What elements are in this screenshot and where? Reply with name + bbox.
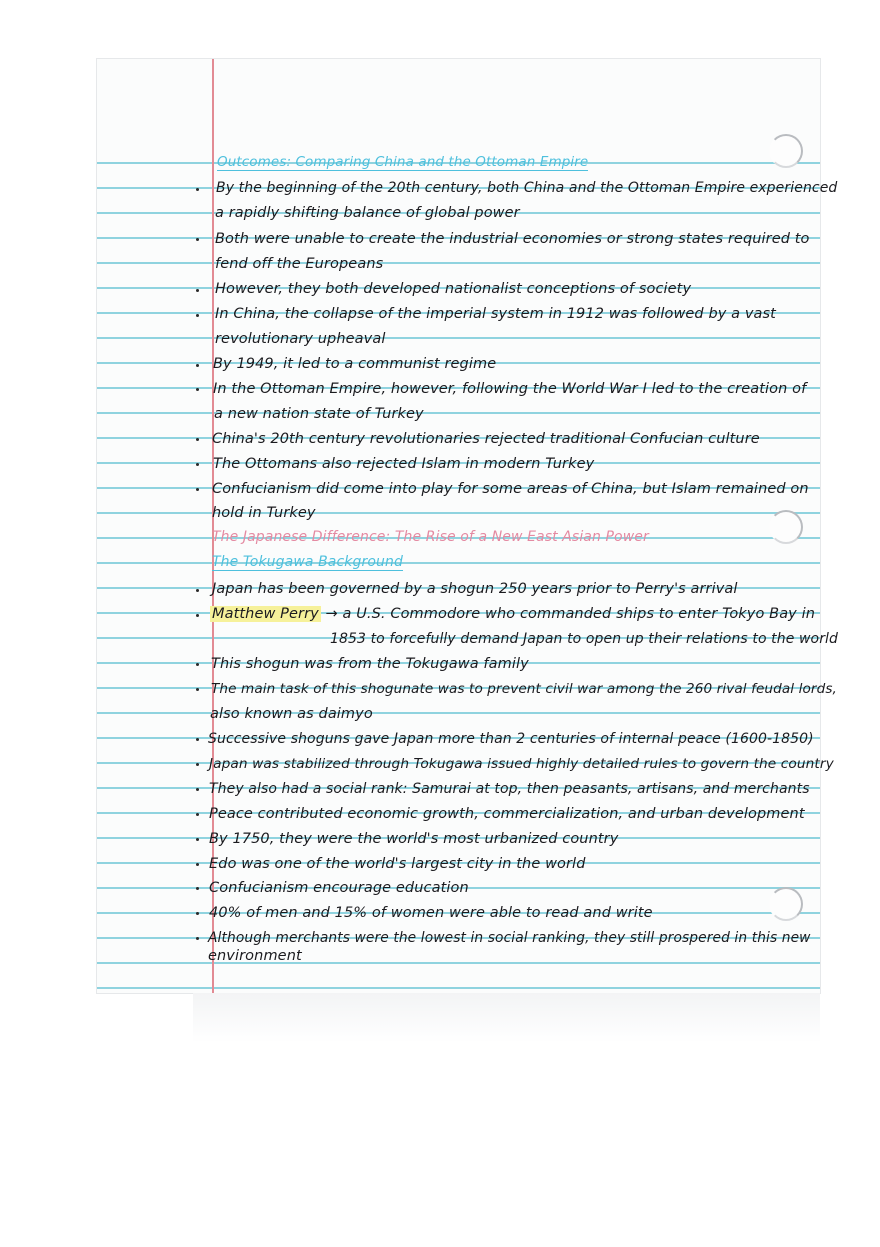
note-line-perry: [210, 606, 815, 622]
note-line: By 1750, they were the world's most urbanized country: [209, 831, 619, 847]
highlighted-term: Matthew Perry: [212, 606, 319, 622]
bullet: [196, 788, 199, 791]
heading-tokugawa-background: The Tokugawa Background: [212, 554, 403, 570]
heading-outcomes: Outcomes: Comparing China and the Ottoman Empire: [217, 154, 589, 170]
note-line: 1853 to forcefully demand Japan to open up their relations to the world: [330, 631, 839, 647]
note-line: Confucianism did come into play for some areas of China, but Islam remained on: [212, 481, 809, 497]
bullet: [196, 314, 199, 317]
bullet: [196, 488, 199, 491]
note-line: In the Ottoman Empire, however, following the World War I led to the creation of: [213, 381, 807, 397]
scan-shadow: [193, 993, 820, 1043]
note-line: a rapidly shifting balance of global power: [215, 205, 520, 221]
note-line: This shogun was from the Tokugawa family: [211, 656, 529, 672]
note-line: By 1949, it led to a communist regime: [213, 356, 497, 372]
note-line: The Ottomans also rejected Islam in modern Turkey: [213, 456, 595, 472]
note-line: They also had a social rank: Samurai at top, then peasants, artisans, and merchants: [209, 781, 810, 797]
bullet: [196, 614, 199, 617]
note-line: also known as daimyo: [210, 706, 373, 722]
note-line: environment: [208, 948, 302, 964]
bullet: [196, 238, 199, 241]
bullet: [196, 589, 199, 592]
binder-hole-bottom: [769, 887, 803, 921]
bullet: [196, 887, 199, 890]
notebook-page: [97, 59, 820, 993]
bullet: [196, 438, 199, 441]
page-top-margin: [97, 59, 820, 139]
bullet: [196, 188, 199, 191]
note-line: However, they both developed nationalist conceptions of society: [215, 281, 692, 297]
bullet: [196, 937, 199, 940]
bullet: [196, 463, 199, 466]
bullet: [196, 838, 199, 841]
note-line: In China, the collapse of the imperial system in 1912 was followed by a vast: [215, 306, 776, 322]
note-line: Successive shoguns gave Japan more than 2 centuries of internal peace (1600-1850): [208, 731, 814, 747]
bullet: [196, 388, 199, 391]
note-line: Edo was one of the world's largest city in the world: [209, 856, 586, 872]
binder-hole-top: [769, 134, 803, 168]
note-line: Japan was stabilized through Tokugawa issued highly detailed rules to govern the country: [209, 756, 834, 772]
note-line: Japan has been governed by a shogun 250 years prior to Perry's arrival: [212, 581, 738, 597]
note-line: Both were unable to create the industrial economies or strong states required to: [215, 231, 810, 247]
perry-description: → a U.S. Commodore who commanded ships to enter Tokyo Bay in: [325, 606, 815, 622]
bullet: [196, 663, 199, 666]
red-margin-line: [212, 59, 214, 993]
note-line: revolutionary upheaval: [215, 331, 386, 347]
note-line: Peace contributed economic growth, commercialization, and urban development: [209, 806, 805, 822]
note-line: hold in Turkey: [212, 505, 316, 521]
bullet: [196, 912, 199, 915]
note-line: Although merchants were the lowest in social ranking, they still prospered in this new: [208, 930, 811, 946]
note-line: China's 20th century revolutionaries rejected traditional Confucian culture: [212, 431, 760, 447]
bullet: [196, 364, 199, 367]
bullet: [196, 688, 199, 691]
note-line: By the beginning of the 20th century, both China and the Ottoman Empire experienced: [216, 180, 838, 196]
heading-japanese-difference: The Japanese Difference: The Rise of a New East Asian Power: [212, 529, 649, 545]
bullet: [196, 289, 199, 292]
note-line: a new nation state of Turkey: [214, 406, 424, 422]
note-line: Confucianism encourage education: [209, 880, 469, 896]
binder-hole-middle: [769, 510, 803, 544]
note-line: The main task of this shogunate was to prevent civil war among the 260 rival feudal lords,: [211, 681, 837, 697]
bullet: [196, 863, 199, 866]
bullet: [196, 738, 199, 741]
bullet: [196, 813, 199, 816]
bullet: [196, 763, 199, 766]
note-line: 40% of men and 15% of women were able to read and write: [209, 905, 653, 921]
note-line: fend off the Europeans: [215, 256, 384, 272]
